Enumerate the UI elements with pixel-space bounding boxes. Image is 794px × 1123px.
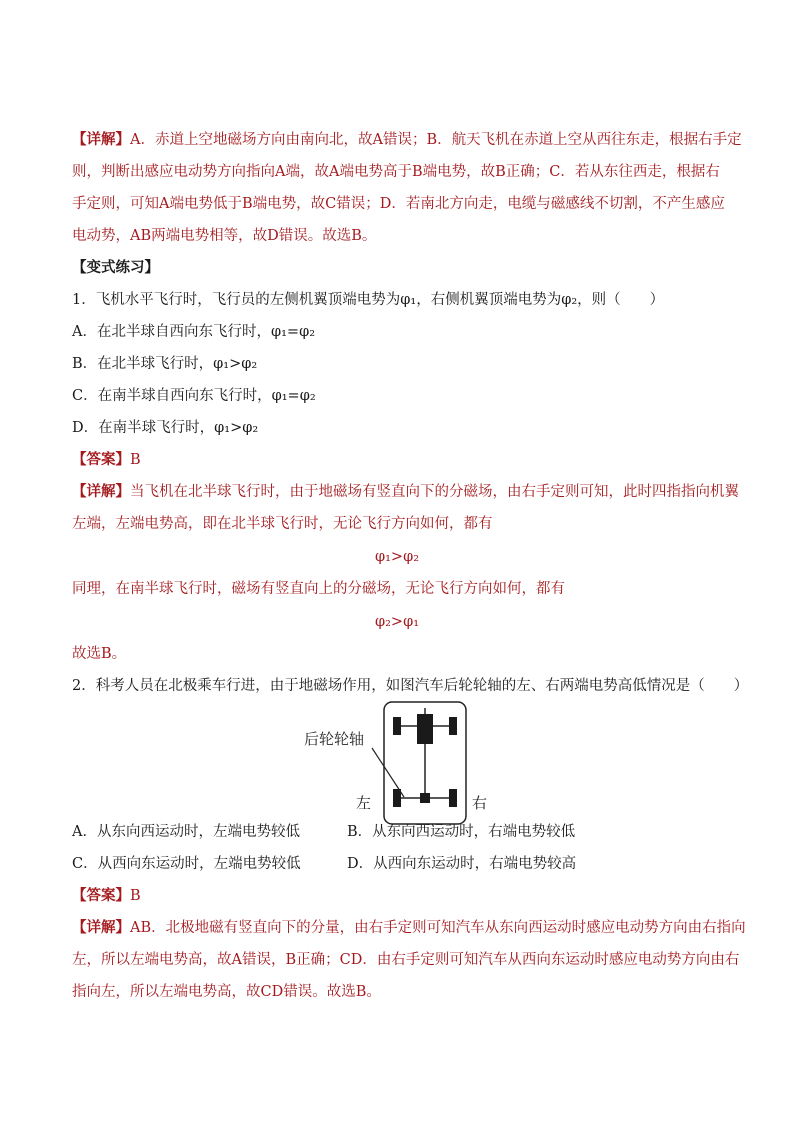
q2-detail-line-1: 【详解】AB．北极地磁有竖直向下的分量，由右手定则可知汽车从东向西运动时感应电动势方向由右指向	[72, 919, 746, 936]
q1-answer: 【答案】B	[72, 451, 141, 468]
q1-option-b: B．在北半球飞行时，φ₁>φ₂	[72, 356, 258, 372]
differential	[420, 793, 430, 803]
detail1-line-2: 则，判断出感应电动势方向指向A端，故A端电势高于B端电势，故B正确；C．若从东往西走，根据右	[72, 164, 720, 180]
q1-formula-1: φ₁>φ₂	[374, 549, 420, 565]
q2-detail-line-2: 左，所以左端电势高，故A错误，B正确；CD．由右手定则可知汽车从西向东运动时感应电动势方向由右	[72, 952, 740, 968]
q2-option-a: A．从东向西运动时，左端电势较低	[72, 824, 300, 840]
front-left-wheel	[393, 717, 401, 735]
q2-option-b: B．从东向西运动时，右端电势较低	[347, 824, 576, 840]
axle-leader-line	[372, 748, 404, 797]
q2-options-row-2	[72, 854, 732, 874]
front-right-wheel	[449, 717, 457, 735]
q2-stem: 2．科考人员在北极乘车行进，由于地磁场作用，如图汽车后轮轮轴的左、右两端电势高低情况是（ ）	[72, 678, 749, 694]
rear-left-wheel	[393, 789, 401, 807]
label-right: 右	[472, 794, 488, 812]
detail1-line-4: 电动势，AB两端电势相等，故D错误。故选B。	[72, 228, 377, 244]
q1-stem: 1．飞机水平飞行时，飞行员的左侧机翼顶端电势为φ₁，右侧机翼顶端电势为φ₂，则（ ）	[72, 292, 665, 308]
q1-detail-line-1: 【详解】当飞机在北半球飞行时，由于地磁场有竖直向下的分磁场，由右手定则可知，此时四指指向机翼	[72, 483, 739, 500]
detail1-line-1: 【详解】A．赤道上空地磁场方向由南向北，故A错误；B．航天飞机在赤道上空从西往东走，根据右手定	[72, 131, 742, 148]
label-left: 左	[356, 794, 372, 812]
q2-option-d: D．从西向东运动时，右端电势较高	[347, 856, 577, 872]
q1-detail-line-2: 左端，左端电势高，即在北半球飞行时，无论飞行方向如何，都有	[72, 516, 493, 532]
q2-answer: 【答案】B	[72, 887, 141, 904]
engine-block	[417, 714, 433, 744]
label-rear-axle: 后轮轮轴	[304, 730, 365, 748]
detail-tag: 【详解】	[72, 131, 130, 148]
q1-mid-line: 同理，在南半球飞行时，磁场有竖直向上的分磁场，无论飞行方向如何，都有	[72, 581, 565, 597]
q1-option-c: C．在南半球自西向东飞行时，φ₁=φ₂	[72, 388, 316, 404]
q1-formula-2: φ₂>φ₁	[374, 614, 420, 630]
car-diagram-svg	[300, 700, 500, 828]
q1-option-a: A．在北半球自西向东飞行时，φ₁=φ₂	[72, 324, 316, 340]
q1-conclusion: 故选B。	[72, 646, 127, 662]
q2-option-c: C．从西向东运动时，左端电势较低	[72, 856, 301, 872]
car-axle-figure	[300, 700, 500, 828]
q1-option-d: D．在南半球飞行时，φ₁>φ₂	[72, 420, 259, 436]
detail1-line-3: 手定则，可知A端电势低于B端电势，故C错误；D．若南北方向走，电缆与磁感线不切割，不产生感应	[72, 196, 725, 212]
q2-detail-line-3: 指向左，所以左端电势高，故CD错误。故选B。	[72, 984, 381, 1000]
q2-options-row-1	[72, 822, 732, 842]
section-title: 【变式练习】	[72, 259, 159, 276]
rear-right-wheel	[449, 789, 457, 807]
